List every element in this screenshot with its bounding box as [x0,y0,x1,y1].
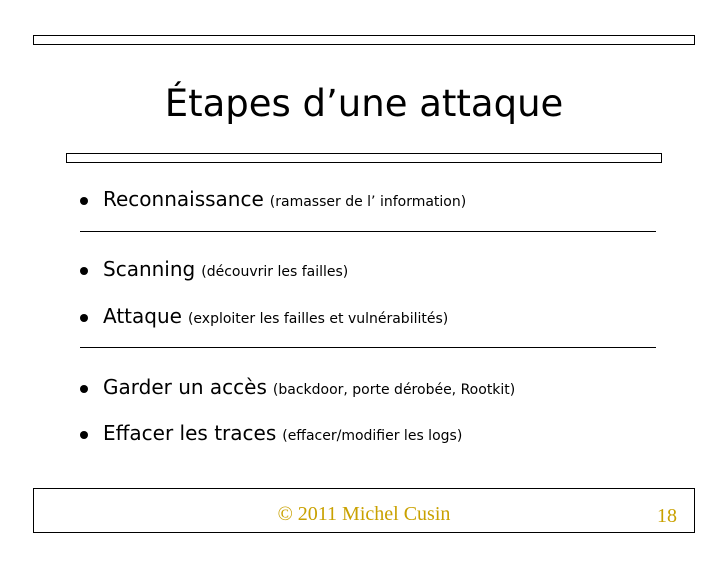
bullet-main-text: Attaque [103,304,182,328]
bullet-item-scanning [103,257,348,281]
bullet-main-text: Effacer les traces [103,421,277,445]
bullet-detail-text: (ramasser de l’ information) [269,194,467,210]
bullet-item-attaque [103,304,448,328]
bullet-detail-text: (exploiter les failles et vulnérabilités) [187,311,449,327]
bullet-dot [80,267,88,275]
bullet-main-text: Reconnaissance [103,187,264,211]
section-divider [80,231,656,232]
bullet-detail-text: (backdoor, porte dérobée, Rootkit) [272,382,516,398]
section-divider [80,347,656,348]
bullet-item-garder-acces [103,375,515,399]
top-decorative-bar [33,35,695,45]
bullet-item-reconnaissance [103,187,466,211]
bullet-dot [80,385,88,393]
slide-title: Étapes d’une attaque [164,82,564,125]
bullet-item-effacer-traces [103,421,462,445]
bullet-detail-text: (découvrir les failles) [201,264,349,280]
footer-copyright: © 2011 Michel Cusin [277,503,451,525]
bullet-dot [80,431,88,439]
bullet-dot [80,314,88,322]
page-number: 18 [657,505,677,527]
bullet-main-text: Garder un accès [103,375,267,399]
bullet-detail-text: (effacer/modifier les logs) [282,428,463,444]
bullet-dot [80,197,88,205]
bullet-main-text: Scanning [103,257,196,281]
title-underline-bar [66,153,662,163]
